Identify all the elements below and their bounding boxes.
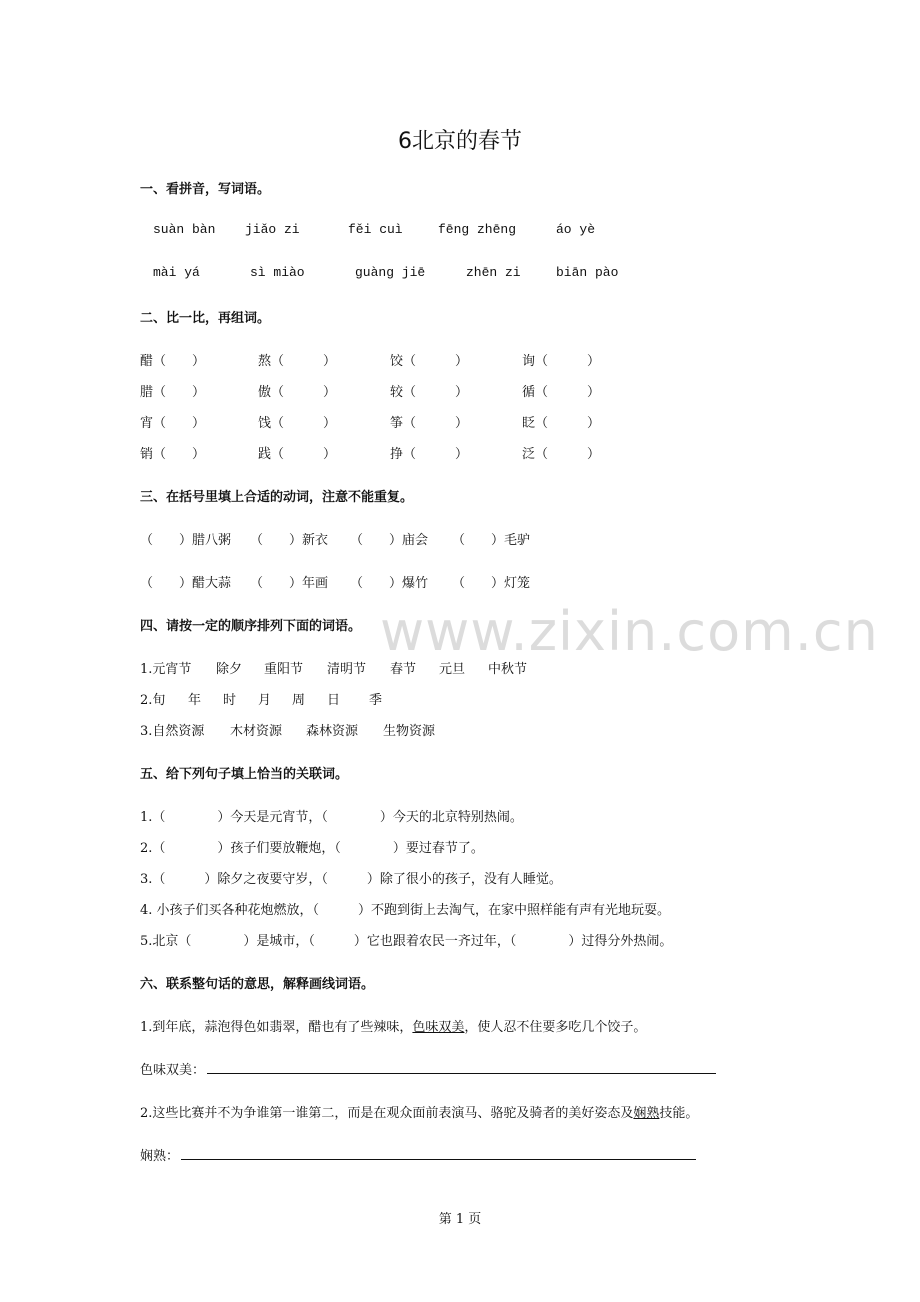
pinyin-item: fěi cuì <box>348 222 403 237</box>
section1-heading: 一、看拼音，写词语。 <box>140 182 271 197</box>
watermark: www.zixin.com.cn <box>380 600 879 663</box>
sentence-1 <box>140 1016 646 1035</box>
order-word: 周 <box>292 693 306 708</box>
compare-item: 筝（ ） <box>390 416 469 431</box>
compare-item: 较（ ） <box>390 385 469 400</box>
compare-item: 询（ ） <box>522 354 601 369</box>
pinyin-item: zhēn zi <box>466 265 521 280</box>
section2-heading: 二、比一比，再组词。 <box>140 311 271 326</box>
conjunction-sentence: 1.（ ）今天是元宵节，（ ）今天的北京特别热闹。 <box>140 810 523 825</box>
conjunction-sentence: 5.北京（ ）是城市，（ ）它也跟着农民一齐过年，（ ）过得分外热闹。 <box>140 934 673 949</box>
underlined-phrase: 色味双美 <box>412 1020 465 1035</box>
answer-label: 娴熟： <box>140 1149 180 1164</box>
order-word: 春节 <box>390 662 417 677</box>
pinyin-item: áo yè <box>556 222 596 237</box>
order-word: 1.元宵节 <box>140 662 192 677</box>
verb-item: （ ）新衣 <box>250 533 329 548</box>
sentence-2 <box>140 1102 698 1121</box>
pinyin-item: sì miào <box>250 265 305 280</box>
compare-item: 腊（ ） <box>140 385 206 400</box>
order-word: 木材资源 <box>230 724 283 739</box>
compare-item: 醋（ ） <box>140 354 206 369</box>
order-word: 重阳节 <box>264 662 304 677</box>
order-word: 生物资源 <box>383 724 436 739</box>
order-word: 年 <box>188 693 202 708</box>
pinyin-item: fēng zhēng <box>438 222 517 237</box>
order-word: 2.旬 <box>140 693 166 708</box>
order-word: 中秋节 <box>488 662 528 677</box>
order-word: 月 <box>258 693 272 708</box>
verb-item: （ ）灯笼 <box>452 576 531 591</box>
conjunction-sentence: 2.（ ）孩子们要放鞭炮，（ ）要过春节了。 <box>140 841 484 856</box>
order-word: 季 <box>369 693 383 708</box>
page-number: 第 1 页 <box>438 1212 482 1227</box>
verb-item: （ ）爆竹 <box>350 576 429 591</box>
compare-item: 宵（ ） <box>140 416 206 431</box>
conjunction-sentence: 3.（ ）除夕之夜要守岁，（ ）除了很小的孩子，没有人睡觉。 <box>140 872 562 887</box>
order-word: 除夕 <box>216 662 243 677</box>
section5-heading: 五、给下列句子填上恰当的关联词。 <box>140 767 349 782</box>
compare-item: 循（ ） <box>522 385 601 400</box>
order-word: 森林资源 <box>306 724 359 739</box>
sentence-1-text: 1.到年底，蒜泡得色如翡翠，醋也有了些辣味， <box>140 1020 413 1035</box>
section3-heading: 三、在括号里填上合适的动词，注意不能重复。 <box>140 490 414 505</box>
compare-item: 践（ ） <box>258 447 337 462</box>
compare-item: 眨（ ） <box>522 416 601 431</box>
section6-heading: 六、联系整句话的意思，解释画线词语。 <box>140 977 375 992</box>
pinyin-item: guàng jiē <box>355 265 426 280</box>
order-word: 时 <box>223 693 237 708</box>
verb-item: （ ）醋大蒜 <box>140 576 232 591</box>
page-title: 6北京的春节 <box>398 129 522 154</box>
compare-item: 饺（ ） <box>390 354 469 369</box>
section4-heading: 四、请按一定的顺序排列下面的词语。 <box>140 619 362 634</box>
compare-item: 饯（ ） <box>258 416 337 431</box>
compare-item: 泛（ ） <box>522 447 601 462</box>
sentence-2-text: 2.这些比赛并不为争谁第一谁第二，而是在观众面前表演马、骆驼及骑者的美好姿态及 <box>140 1106 634 1121</box>
order-word: 元旦 <box>439 662 466 677</box>
sentence-1-text: ，使人忍不住要多吃几个饺子。 <box>464 1020 647 1035</box>
conjunction-sentence: 4. 小孩子们买各种花炮燃放，（ ）不跑到街上去淘气，在家中照样能有声有光地玩耍。 <box>140 903 671 918</box>
sentence-2-text: 技能。 <box>659 1106 699 1121</box>
pinyin-item: jiǎo zi <box>245 222 300 237</box>
verb-item: （ ）年画 <box>250 576 329 591</box>
pinyin-item: biān pào <box>556 265 619 280</box>
answer-line[interactable] <box>207 1073 716 1074</box>
compare-item: 傲（ ） <box>258 385 337 400</box>
compare-item: 熬（ ） <box>258 354 337 369</box>
order-word: 清明节 <box>327 662 367 677</box>
compare-item: 挣（ ） <box>390 447 469 462</box>
verb-item: （ ）毛驴 <box>452 533 531 548</box>
order-word: 3.自然资源 <box>140 724 205 739</box>
answer-label: 色味双美： <box>140 1063 206 1078</box>
pinyin-item: suàn bàn <box>153 222 216 237</box>
compare-item: 销（ ） <box>140 447 206 462</box>
verb-item: （ ）腊八粥 <box>140 533 232 548</box>
pinyin-item: mài yá <box>153 265 200 280</box>
answer-line[interactable] <box>181 1159 696 1160</box>
verb-item: （ ）庙会 <box>350 533 429 548</box>
order-word: 日 <box>327 693 341 708</box>
underlined-phrase: 娴熟 <box>633 1106 660 1121</box>
